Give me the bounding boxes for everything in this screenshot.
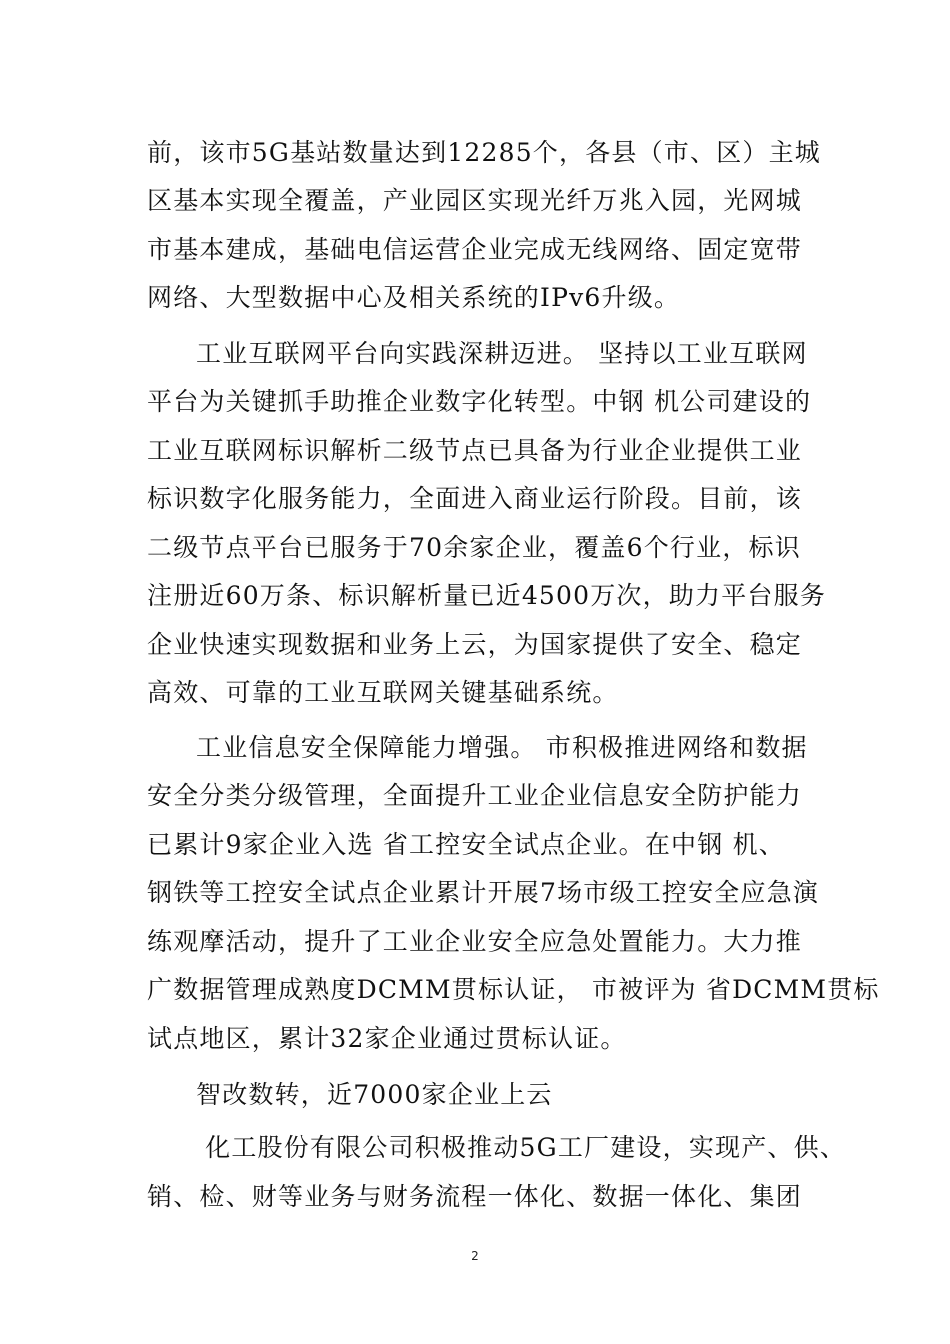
- section-heading-security: 工业信息安全保障能力增强。 市积极推进网络和数据: [196, 733, 808, 762]
- text-line: 销、检、财等业务与财务流程一体化、数据一体化、集团: [147, 1182, 803, 1211]
- text-line: 化工股份有限公司积极推动5G工厂建设，实现产、供、: [196, 1133, 847, 1162]
- section-heading-industrial-internet: 工业互联网平台向实践深耕迈进。 坚持以工业互联网: [196, 339, 808, 368]
- text-line: 练观摩活动，提升了工业企业安全应急处置能力。大力推: [147, 927, 803, 956]
- text-line: 广数据管理成熟度DCMM贯标认证， 市被评为 省DCMM贯标: [147, 975, 880, 1004]
- text-line: 工业互联网标识解析二级节点已具备为行业企业提供工业: [147, 436, 803, 465]
- text-line: 注册近60万条、标识解析量已近4500万次，助力平台服务: [147, 581, 827, 610]
- text-line: 高效、可靠的工业互联网关键基础系统。: [147, 678, 619, 707]
- text-line: 前，该市5G基站数量达到12285个，各县（市、区）主城: [147, 138, 822, 167]
- text-line: 二级节点平台已服务于70余家企业，覆盖6个行业，标识: [147, 533, 801, 562]
- text-line: 平台为关键抓手助推企业数字化转型。中钢 机公司建设的: [147, 387, 812, 416]
- page-number: 2: [471, 1249, 479, 1263]
- text-line: 安全分类分级管理，全面提升工业企业信息安全防护能力: [147, 781, 803, 810]
- text-line: 钢铁等工控安全试点企业累计开展7场市级工控安全应急演: [147, 878, 820, 907]
- text-line: 试点地区，累计32家企业通过贯标认证。: [147, 1024, 627, 1053]
- section-heading-cloud: 智改数转，近7000家企业上云: [196, 1080, 553, 1109]
- text-line: 已累计9家企业入选 省工控安全试点企业。在中钢 机、: [147, 830, 786, 859]
- text-line: 企业快速实现数据和业务上云，为国家提供了安全、稳定: [147, 630, 803, 659]
- text-line: 市基本建成，基础电信运营企业完成无线网络、固定宽带: [147, 235, 803, 264]
- text-line: 区基本实现全覆盖，产业园区实现光纤万兆入园，光网城: [147, 186, 803, 215]
- text-line: 标识数字化服务能力，全面进入商业运行阶段。目前，该: [147, 484, 803, 513]
- text-line: 网络、大型数据中心及相关系统的IPv6升级。: [147, 283, 681, 312]
